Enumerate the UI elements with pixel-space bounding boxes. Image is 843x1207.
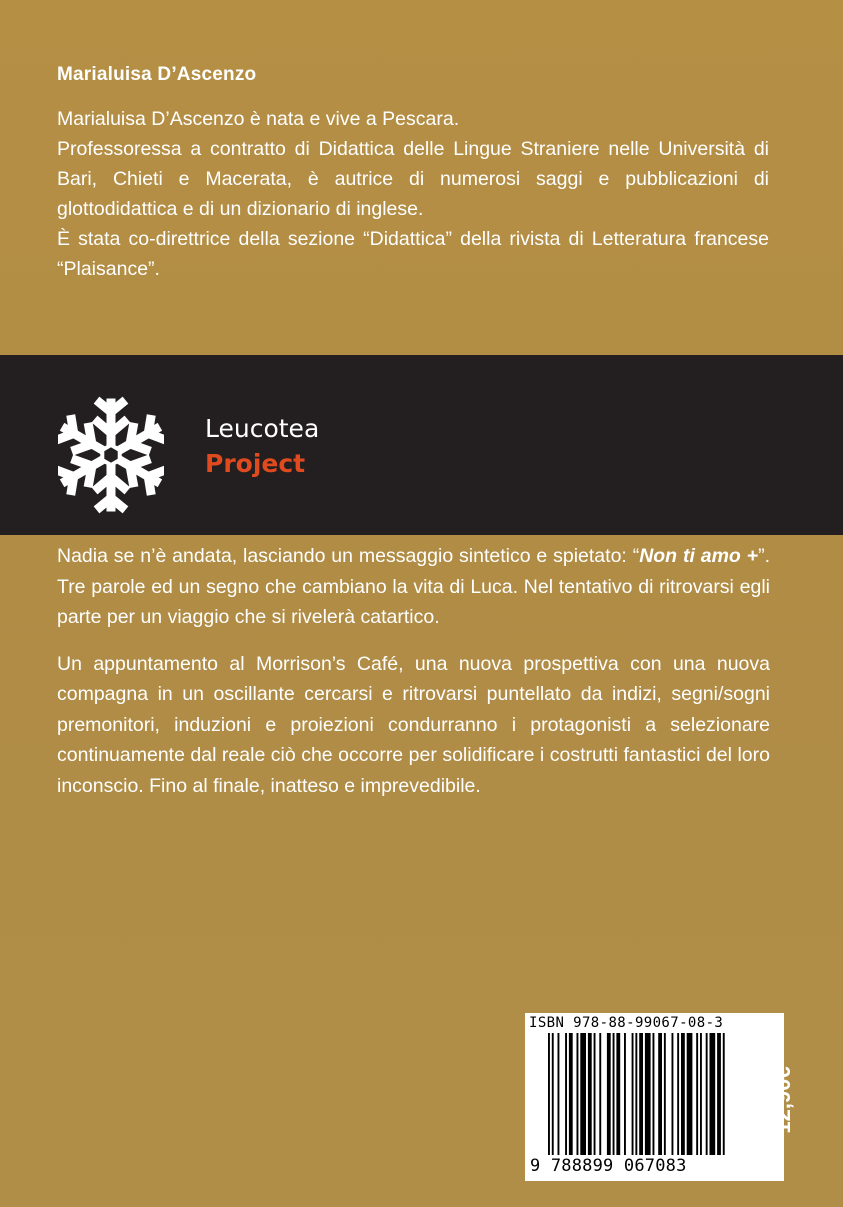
publisher-name-line1: Leucotea — [205, 414, 320, 443]
blurb-text: ”. Tre parole ed un segno che cambiano la vita di Luca. Nel tentativo di ritrovarsi egli parte per un viaggio che si rivelerà catartico. — [57, 545, 770, 628]
blurb-text: Nadia se n’è andata, lasciando un messaggio sintetico e spietato: “ — [57, 545, 640, 567]
bio-line: È stata co-direttrice della sezione “Didattica” della rivista di Letteratura francese “Plaisance”. — [57, 228, 769, 280]
barcode-icon — [548, 1033, 780, 1155]
isbn-label: ISBN 978-88-99067-08-3 — [529, 1015, 724, 1031]
bio-line: Professoressa a contratto di Didattica delle Lingue Straniere nelle Università di Bari, Chieti e Macerata, è autrice di numerosi saggi e pubblicazioni di glottodidattica e di un dizionario di inglese. — [57, 138, 769, 220]
barcode-digits: 9 788899 067083 — [530, 1156, 687, 1176]
blurb-quote: Non ti amo + — [639, 545, 759, 567]
blurb-paragraph: Un appuntamento al Morrison’s Café, una nuova prospettiva con una nuova compagna in un oscillante cercarsi e ritrovarsi puntellato da indizi, segni/sogni premonitori, induzioni e proiezioni condurranno i protagonisti a selezionare continuamente dal reale ciò che occorre per solidificare i costrutti fantastici del loro inconscio. Fino al finale, inatteso e imprevedibile. — [57, 652, 770, 797]
book-blurb — [57, 541, 770, 817]
snowflake-icon — [58, 396, 164, 514]
publisher-name-line2: Project — [205, 449, 306, 478]
author-name: Marialuisa D’Ascenzo — [57, 64, 257, 85]
blurb-paragraph — [57, 541, 770, 633]
author-bio — [57, 104, 769, 284]
bio-line: Marialuisa D’Ascenzo è nata e vive a Pescara. — [57, 108, 460, 130]
price-label: 12,90€ — [770, 1066, 795, 1134]
